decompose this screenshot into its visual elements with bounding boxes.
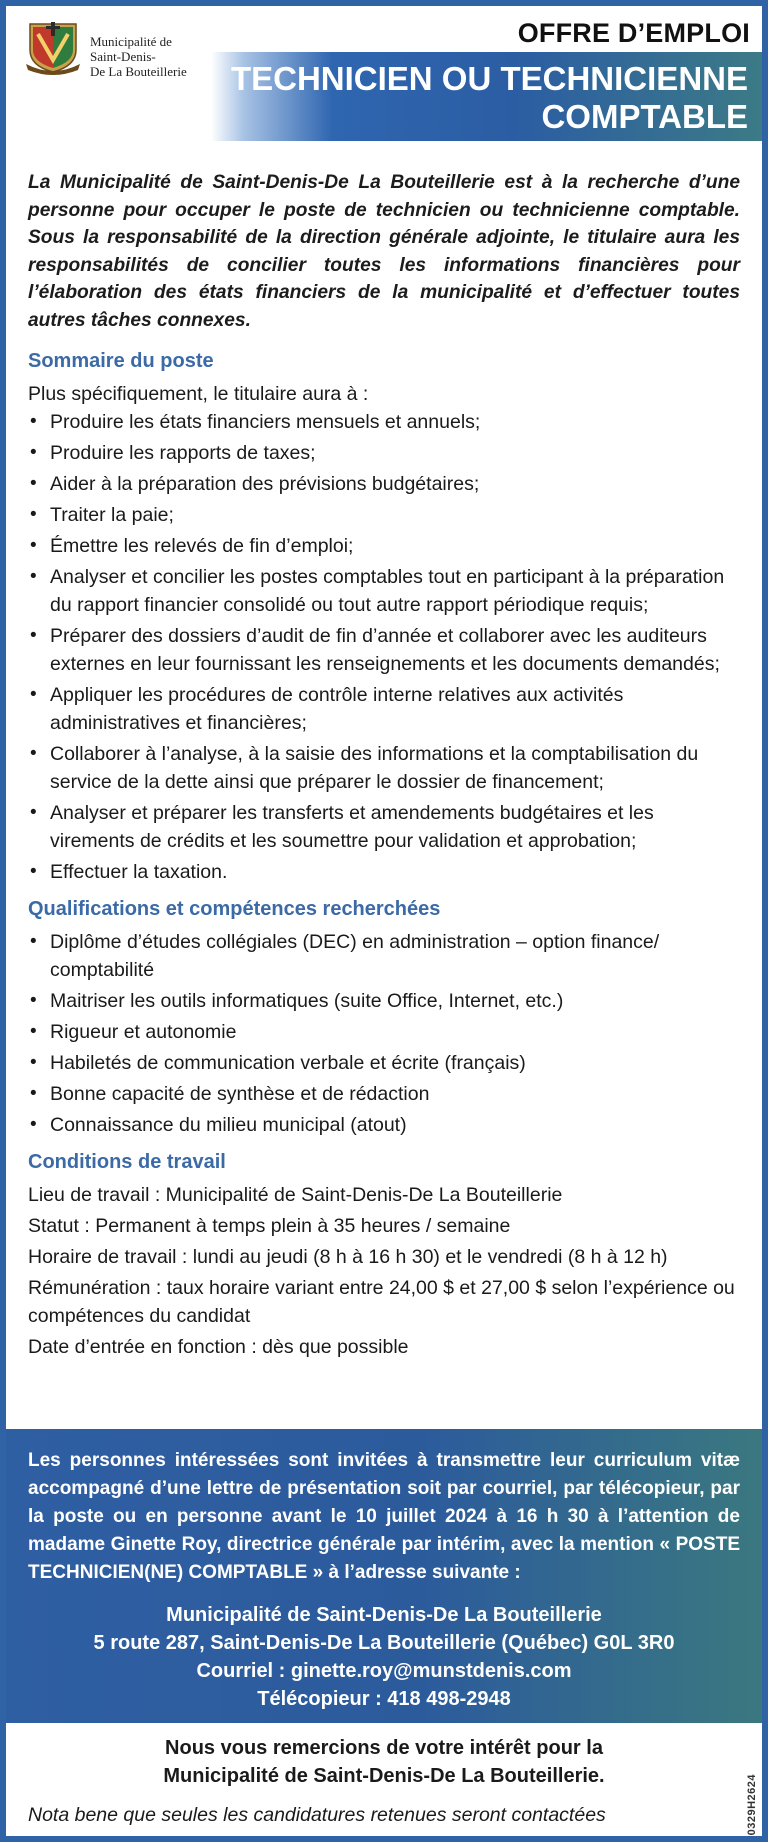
title-band	[211, 52, 762, 141]
summary-item: • Produire les états financiers mensuels et annuels;	[28, 408, 740, 436]
summary-item: • Produire les rapports de taxes;	[28, 439, 740, 467]
thanks-message	[6, 1734, 762, 1790]
application-instructions: Les personnes intéressées sont invitées à transmettre leur curriculum vitæ accompagné d’une lettre de présentation soit par courriel, par télécopieur, par la poste ou en personne avant le 10 juillet 2024 à 16 h 30 à l’attention de madame Ginette Roy, directrice générale par intérim, avec la mention « POSTE TECHNICIEN(NE) COMPTABLE » à l’adresse suivante :	[28, 1450, 740, 1583]
summary-item: • Analyser et préparer les transferts et amendements budgétaires et les virements de crédits et les soumettre pour validation et approbation;	[28, 799, 740, 855]
application-band	[6, 1429, 762, 1723]
summary-lead: Plus spécifiquement, le titulaire aura à :	[28, 383, 369, 405]
reference-code: 0329H2624	[746, 1774, 758, 1836]
conditions-title: Conditions de travail	[28, 1151, 226, 1173]
qualification-item: • Connaissance du milieu municipal (atout)	[28, 1111, 740, 1139]
job-title-line: COMPTABLE	[541, 98, 748, 135]
summary-item: • Émettre les relevés de fin d’emploi;	[28, 532, 740, 560]
qualification-item: • Diplôme d’études collégiales (DEC) en administration – option finance/ comptabilité	[28, 928, 740, 984]
qualification-item: • Maitriser les outils informatiques (suite Office, Internet, etc.)	[28, 987, 740, 1015]
offer-label: OFFRE D’EMPLOI	[517, 18, 750, 48]
job-title-line: TECHNICIEN OU TECHNICIENNE	[230, 60, 748, 97]
main-content	[6, 141, 762, 1361]
summary-item: • Analyser et concilier les postes comptables tout en participant à la préparation du rapport financier consolidé ou tout autre rapport périodique requis;	[28, 563, 740, 619]
qualifications-title: Qualifications et compétences recherchées	[28, 898, 441, 920]
conditions-list	[28, 1181, 740, 1361]
fax-line: Télécopieur : 418 498-2948	[257, 1688, 511, 1710]
thanks-line: Municipalité de Saint-Denis-De La Bouteillerie.	[163, 1765, 605, 1787]
summary-item: • Appliquer les procédures de contrôle interne relatives aux activités administratives et financières;	[28, 681, 740, 737]
condition-line: Statut : Permanent à temps plein à 35 heures / semaine	[28, 1215, 511, 1237]
summary-title: Sommaire du poste	[28, 350, 214, 372]
nota-bene: Nota bene que seules les candidatures retenues seront contactées	[28, 1804, 606, 1826]
summary-item: • Collaborer à l’analyse, à la saisie des informations et la comptabilisation du service de la dette ainsi que préparer le dossier de financement;	[28, 740, 740, 796]
email-line[interactable]: Courriel : ginette.roy@munstdenis.com	[196, 1660, 572, 1682]
qualification-item: • Habiletés de communication verbale et écrite (français)	[28, 1049, 740, 1077]
condition-line: Rémunération : taux horaire variant entre 24,00 $ et 27,00 $ selon l’expérience ou compétences du candidat	[28, 1277, 735, 1327]
qualification-item: • Rigueur et autonomie	[28, 1018, 740, 1046]
logo-line: Saint-Denis-	[90, 49, 156, 64]
logo-text	[90, 34, 187, 79]
header	[6, 6, 762, 141]
thanks-line: Nous vous remercions de votre intérêt pour la	[165, 1737, 603, 1759]
municipality-logo	[24, 20, 187, 79]
qualifications-list	[28, 928, 740, 1139]
qualification-item: • Bonne capacité de synthèse et de rédaction	[28, 1080, 740, 1108]
job-title	[231, 60, 748, 136]
address-line: Municipalité de Saint-Denis-De La Bouteillerie	[166, 1604, 602, 1626]
summary-item: • Traiter la paie;	[28, 501, 740, 529]
condition-line: Date d’entrée en fonction : dès que possible	[28, 1336, 409, 1358]
condition-line: Horaire de travail : lundi au jeudi (8 h à 16 h 30) et le vendredi (8 h à 12 h)	[28, 1246, 668, 1268]
condition-line: Lieu de travail : Municipalité de Saint-Denis-De La Bouteillerie	[28, 1184, 563, 1206]
summary-list	[28, 408, 740, 886]
intro-paragraph: La Municipalité de Saint-Denis-De La Bouteillerie est à la recherche d’une personne pour occuper le poste de technicien ou technicienne comptable. Sous la responsabilité de la direction générale adjointe, le titulaire aura les responsabilités de concilier toutes les informations financières pour l’élaboration des états financiers de la municipalité et d’effectuer toutes autres tâches connexes.	[28, 172, 740, 331]
address-line: 5 route 287, Saint-Denis-De La Bouteillerie (Québec) G0L 3R0	[93, 1632, 675, 1654]
logo-line: De La Bouteillerie	[90, 64, 187, 79]
coat-of-arms-icon	[24, 20, 82, 76]
contact-address	[28, 1601, 740, 1713]
logo-line: Municipalité de	[90, 34, 172, 49]
summary-item: • Préparer des dossiers d’audit de fin d’année et collaborer avec les auditeurs externes en leur fournissant les renseignements et les documents demandés;	[28, 622, 740, 678]
summary-item: • Aider à la préparation des prévisions budgétaires;	[28, 470, 740, 498]
summary-item: • Effectuer la taxation.	[28, 858, 740, 886]
